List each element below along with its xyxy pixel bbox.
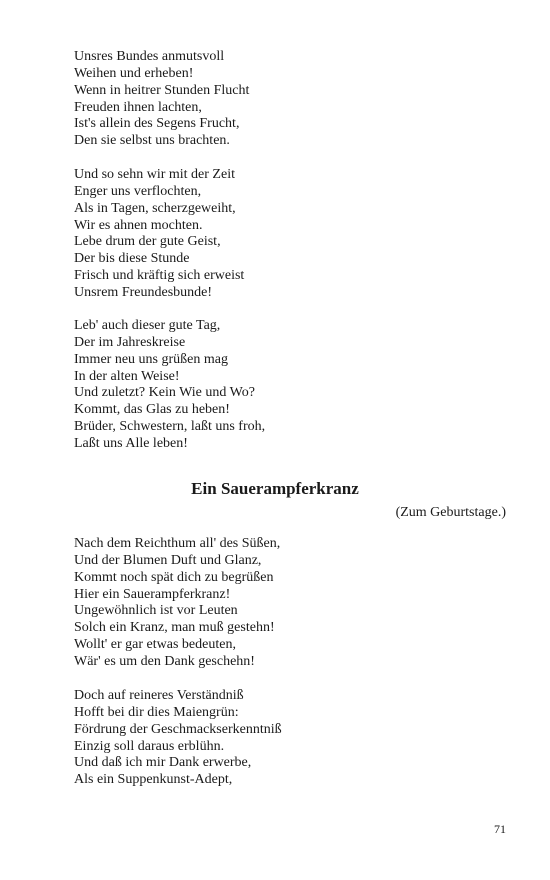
verse-line: Der bis diese Stunde	[74, 251, 190, 267]
verse-line: Freuden ihnen lachten,	[74, 99, 202, 115]
poem1-stanza-3	[74, 318, 265, 453]
verse-line: Wär' es um den Dank geschehn!	[74, 653, 255, 669]
poem2-stanza-1	[74, 536, 280, 671]
verse-line: Leb' auch dieser gute Tag,	[74, 318, 221, 333]
page-number: 71	[494, 822, 506, 836]
poem2-stanza-2	[74, 688, 282, 789]
verse-line: In der alten Weise!	[74, 368, 180, 384]
verse-line: Wir es ahnen mochten.	[74, 217, 203, 233]
verse-line: Immer neu uns grüßen mag	[74, 351, 228, 367]
verse-line: Ist's allein des Segens Frucht,	[74, 116, 240, 132]
poem1-stanza-1	[74, 49, 249, 150]
verse-line: Unsres Bundes anmutsvoll	[74, 49, 225, 64]
verse-line: Und so sehn wir mit der Zeit	[74, 167, 235, 182]
verse-line: Hier ein Sauerampferkranz!	[74, 586, 231, 602]
verse-line: Wollt' er gar etwas bedeuten,	[74, 637, 236, 653]
verse-line: Lebe drum der gute Geist,	[74, 234, 221, 250]
verse-line: Enger uns verflochten,	[74, 183, 202, 199]
verse-line: Doch auf reineres Verständniß	[74, 688, 244, 703]
poem-title: Ein Sauerampferkranz	[191, 479, 359, 498]
verse-line: Solch ein Kranz, man muß gestehn!	[74, 620, 275, 636]
verse-line: Kommt, das Glas zu heben!	[74, 402, 230, 418]
verse-line: Als in Tagen, scherzgeweiht,	[74, 200, 236, 216]
verse-line: Und der Blumen Duft und Glanz,	[74, 552, 262, 568]
verse-line: Den sie selbst uns brachten.	[74, 133, 230, 149]
verse-line: Ungewöhnlich ist vor Leuten	[74, 603, 238, 619]
verse-line: Laßt uns Alle leben!	[74, 435, 188, 451]
poem-subtitle: (Zum Geburtstage.)	[395, 505, 506, 520]
verse-line: Und daß ich mir Dank erwerbe,	[74, 755, 252, 771]
poem1-stanza-2	[74, 167, 244, 302]
verse-line: Als ein Suppenkunst-Adept,	[74, 772, 233, 788]
verse-line: Und zuletzt? Kein Wie und Wo?	[74, 385, 255, 401]
verse-line: Brüder, Schwestern, laßt uns froh,	[74, 419, 266, 435]
verse-line: Kommt noch spät dich zu begrüßen	[74, 569, 274, 585]
verse-line: Einzig soll daraus erblühn.	[74, 738, 225, 754]
verse-line: Weihen und erheben!	[74, 65, 194, 81]
verse-line: Der im Jahreskreise	[74, 334, 186, 350]
verse-line: Unsrem Freundesbunde!	[74, 284, 213, 300]
verse-line: Frisch und kräftig sich erweist	[74, 268, 245, 284]
verse-line: Hofft bei dir dies Maiengrün:	[74, 704, 239, 720]
verse-line: Nach dem Reichthum all' des Süßen,	[74, 536, 281, 551]
verse-line: Wenn in heitrer Stunden Flucht	[74, 82, 250, 98]
verse-line: Fördrung der Geschmackserkenntniß	[74, 721, 282, 737]
